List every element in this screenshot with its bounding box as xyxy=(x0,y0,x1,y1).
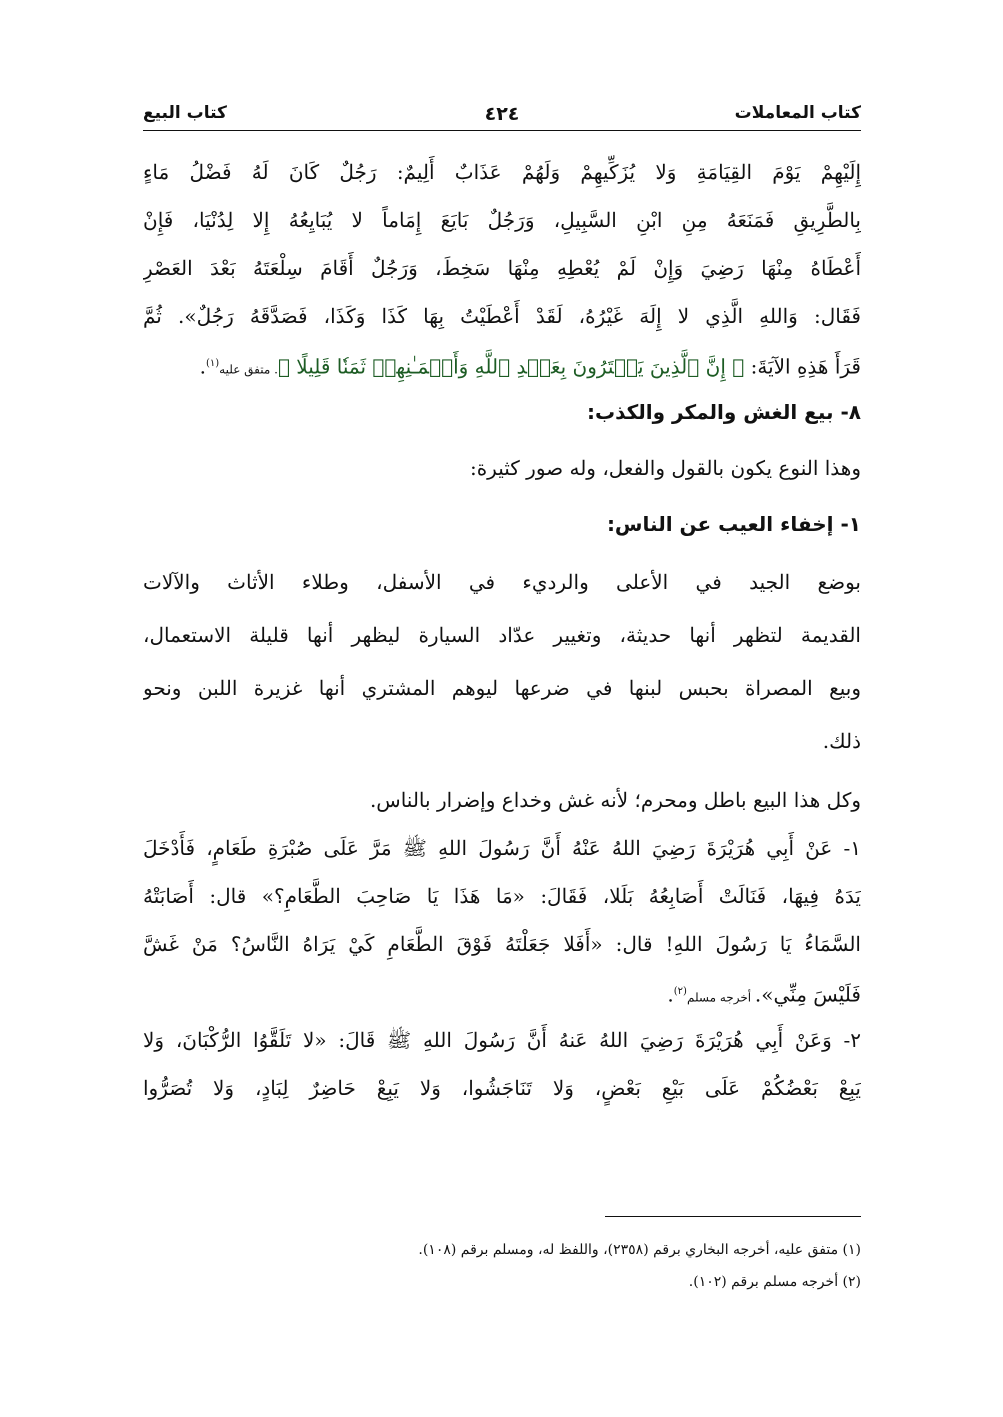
header-book-title: كتاب المعاملات xyxy=(734,103,861,123)
hadith-1 xyxy=(143,824,861,1016)
hadith-source: . متفق عليه xyxy=(219,362,278,377)
footnotes xyxy=(143,1234,861,1298)
hadith-end: فَلَيْسَ مِنِّي». xyxy=(754,982,861,1007)
text-line: بوضع الجيد في الأعلى والرديء في الأسفل، وطلاء الأثاث والآلات xyxy=(143,570,861,594)
text-line: ١- عَنْ أَبِي هُرَيْرَةَ رَضِيَ اللهُ عَنْهُ أَنَّ رَسُولَ اللهِ ﷺ مَرَّ عَلَى صُبْرَةِ طَعَامٍ، فَأَدْخَلَ xyxy=(143,836,861,860)
text-line: قَرَأَ هَذِهِ الآيَةَ: ﴿ إِنَّ ٱلَّذِينَ يَشۡتَرُونَ بِعَهۡدِ ٱللَّهِ وَأَيۡمَـٰنِهِمۡ ثَمَنٗا قَلِيلًا ﴾. متفق عليه$^{(١)}$. xyxy=(199,354,861,379)
footnote: (١) متفق عليه، أخرجه البخاري برقم (٢٣٥٨)، واللفظ له، ومسلم برقم (١٠٨). xyxy=(418,1242,861,1258)
section-conclusion: وكل هذا البيع باطل ومحرم؛ لأنه غش وخداع وإضرار بالناس. xyxy=(369,788,861,812)
sub-heading: ١- إخفاء العيب عن الناس: xyxy=(606,512,861,536)
text-line: فَلَيْسَ مِنِّي». أخرجه مسلم$^{(٢)}$. xyxy=(667,982,861,1007)
text-line: السَّمَاءُ يَا رَسُولَ اللهِ! قال: «أَفَلا جَعَلْتَهُ فَوْقَ الطَّعَامِ كَيْ يَرَاهُ النَّاسُ؟ مَنْ غَشَّ xyxy=(143,932,861,956)
text-line: يَبِعْ بَعْضُكُمْ عَلَى بَيْعِ بَعْضٍ، وَلا تَنَاجَشُوا، وَلا يَبِعْ حَاضِرٌ لِبَادٍ، وَلا تُصَرُّوا xyxy=(143,1076,861,1100)
text-line: ذلك. xyxy=(822,729,861,753)
body-text xyxy=(143,148,861,1112)
top-paragraph xyxy=(143,148,861,388)
header-chapter-title: كتاب البيع xyxy=(143,103,227,123)
text-line: أَعْطَاهُ مِنْهَا رَضِيَ وَإِنْ لَمْ يُعْطِهِ مِنْهَا سَخِطَ، وَرَجُلٌ أَقَامَ سِلْعَتَهُ بَعْدَ العَصْرِ xyxy=(143,256,861,280)
text-line: ٢- وَعَنْ أَبِي هُرَيْرَةَ رَضِيَ اللهُ عَنهُ أَنَّ رَسُولَ اللهِ ﷺ قَالَ: «لا تَلَقَّوُا الرُّكْبَانَ، وَلا xyxy=(143,1028,861,1052)
running-header xyxy=(143,97,861,131)
footnote-divider xyxy=(605,1216,861,1217)
text-line: يَدَهُ فِيهَا، فَنَالَتْ أَصَابِعُهُ بَلَلا، فَقَالَ: «مَا هَذَا يَا صَاحِبَ الطَّعَامِ؟» قال: أَصَابَتْهُ xyxy=(143,884,861,908)
hadith-source: أخرجه مسلم xyxy=(686,990,755,1005)
footnote: (٢) أخرجه مسلم برقم (١٠٢). xyxy=(688,1274,861,1290)
footnote-ref: (١) xyxy=(205,358,220,369)
section-intro: وهذا النوع يكون بالقول والفعل، وله صور كثيرة: xyxy=(469,456,861,480)
hadith-2 xyxy=(143,1016,861,1112)
verse-intro: قَرَأَ هَذِهِ الآيَةَ: xyxy=(750,354,861,379)
text-line: بِالطَّرِيقِ فَمَنَعَهُ مِنِ ابْنِ السَّبِيلِ، وَرَجُلٌ بَايَعَ إِمَاماً لا يُبَايِعُهُ إِلا لِدُنْيَا، فَإِنْ xyxy=(143,208,861,232)
quran-verse: ﴿ إِنَّ ٱلَّذِينَ يَشۡتَرُونَ بِعَهۡدِ ٱللَّهِ وَأَيۡمَـٰنِهِمۡ ثَمَنٗا قَلِيلًا ﴾ xyxy=(277,354,745,379)
text-line: القديمة لتظهر أنها حديثة، وتغيير عدّاد السيارة ليظهر أنها قليلة الاستعمال، xyxy=(143,623,861,647)
header-divider xyxy=(143,130,861,131)
section-paragraph xyxy=(143,556,861,768)
text-line: فَقَال: وَاللهِ الَّذِي لا إِلَهَ غَيْرُهُ، لَقَدْ أَعْطَيْتُ بِهَا كَذَا وَكَذَا، فَصَدَّقَهُ رَجُلٌ». ثُمَّ xyxy=(143,304,861,328)
text-line: إِلَيْهِمْ يَوْمَ القِيَامَةِ وَلا يُزَكِّيهِمْ وَلَهُمْ عَذَابٌ أَلِيمٌ: رَجُلٌ كَانَ لَهُ فَضْلُ مَاءٍ xyxy=(143,160,861,184)
text-line: وبيع المصراة بحبس لبنها في ضرعها ليوهم المشتري أنها غزيرة اللبن ونحو xyxy=(143,676,861,700)
page-number: ٤٢٤ xyxy=(484,103,520,125)
footnote-ref: (٢) xyxy=(673,986,687,997)
section-heading: ٨- بيع الغش والمكر والكذب: xyxy=(587,400,861,424)
